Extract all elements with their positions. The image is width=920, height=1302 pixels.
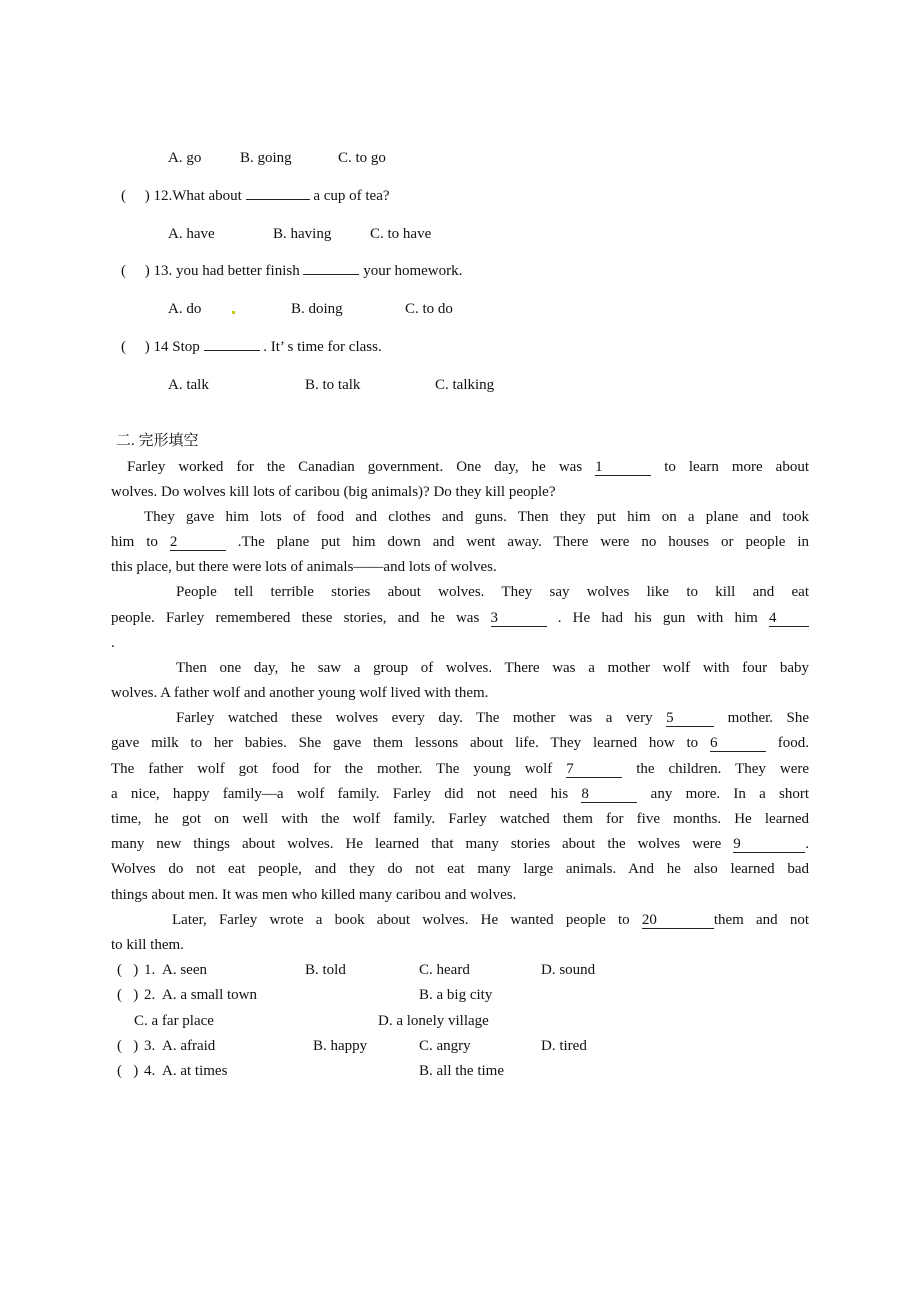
q14-options <box>168 375 568 395</box>
option-a: A. have <box>168 226 215 242</box>
passage-text: them and not <box>713 912 809 928</box>
passage-text: many new things about wolves. He learned that many stories about the wolves were <box>111 836 722 852</box>
passage-text: Farley watched these wolves every day. The mother was a very <box>176 710 653 726</box>
blank-5: 5 <box>666 710 714 727</box>
q12-options <box>168 224 568 244</box>
option-b: B. happy <box>313 1038 368 1054</box>
cloze-question-3 <box>117 1036 717 1056</box>
answer-paren: ( ) <box>117 962 139 978</box>
option-b: B. told <box>305 962 346 978</box>
passage-line <box>176 708 809 728</box>
passage-text: him to <box>111 534 158 550</box>
passage-text: .The plane put him down and went away. There were no houses or people in <box>237 534 810 550</box>
option-c: C. heard <box>419 962 470 978</box>
answer-paren: ( ) <box>117 987 139 1003</box>
passage-text: gave milk to her babies. She gave them lessons about life. They learned how to <box>111 735 699 751</box>
option-a: A. talk <box>168 377 209 393</box>
passage-text: Later, Farley wrote a book about wolves. He wanted people to <box>172 912 630 928</box>
option-c: C. to go <box>338 150 386 166</box>
option-a: A. do <box>168 301 202 317</box>
answer-paren: ( ) <box>117 1063 139 1079</box>
passage-text: to learn more about <box>664 459 810 475</box>
passage-text: any more. In a short <box>650 786 810 802</box>
passage-line <box>111 784 809 804</box>
option-b: B. going <box>240 150 292 166</box>
answer-paren: ( ) <box>121 188 150 204</box>
answer-paren: ( ) <box>121 263 150 279</box>
question-text: 14 Stop <box>153 339 200 355</box>
option-b: B. all the time <box>419 1063 504 1079</box>
passage-text: people. Farley remembered these stories, and he was <box>111 610 480 626</box>
passage-text: food. <box>777 735 810 751</box>
passage-line: things about men. It was men who killed many caribou and wolves. <box>111 887 517 903</box>
option-a: A. afraid <box>162 1038 216 1054</box>
blank-9: 9 <box>733 836 805 853</box>
option-c: C. talking <box>435 377 495 393</box>
passage-text: . He had his gun with him <box>557 610 758 626</box>
option-a: A. at times <box>162 1063 228 1079</box>
option-a: A. go <box>168 150 202 166</box>
option-b: B. to talk <box>305 377 361 393</box>
passage-line: time, he got on well with the wolf family. Farley watched them for five months. He learned <box>111 811 809 827</box>
passage-line: to kill them. <box>111 937 184 953</box>
answer-paren: ( ) <box>121 339 150 355</box>
passage-text: The father wolf got food for the mother. The young wolf <box>111 761 553 777</box>
passage-text: . <box>805 836 810 852</box>
option-c: C. to do <box>405 301 453 317</box>
blank-8: 8 <box>581 786 637 803</box>
answer-paren: ( ) <box>117 1038 139 1054</box>
cloze-question-2 <box>117 985 717 1005</box>
question-number: 3. <box>144 1038 156 1054</box>
question-text: 13. you had better finish <box>153 263 300 279</box>
passage-line <box>172 910 809 930</box>
option-d: D. sound <box>541 962 596 978</box>
question-14 <box>121 337 382 357</box>
passage-line <box>111 834 809 854</box>
passage-text: Farley worked for the Canadian government. One day, he was <box>127 459 583 475</box>
passage-line <box>111 759 809 779</box>
passage-line: People tell terrible stories about wolves. They say wolves like to kill and eat <box>176 584 809 600</box>
q11-options <box>168 148 568 168</box>
blank-2: 2 <box>170 534 226 551</box>
option-d: D. a lonely village <box>378 1013 489 1029</box>
mark-icon <box>232 311 235 314</box>
cloze-question-1 <box>117 960 717 980</box>
option-b: B. doing <box>291 301 343 317</box>
passage-line: Then one day, he saw a group of wolves. There was a mother wolf with four baby <box>176 660 809 676</box>
blank-10: 20 <box>642 912 714 929</box>
option-d: D. tired <box>541 1038 587 1054</box>
passage-line: They gave him lots of food and clothes and guns. Then they put him on a plane and took <box>144 509 809 525</box>
answer-blank <box>303 274 359 275</box>
question-text: . It’ s time for class. <box>263 339 382 355</box>
question-text: 12.What about <box>153 188 242 204</box>
blank-4: 4 <box>769 610 809 627</box>
cloze-question-4 <box>117 1061 717 1081</box>
q13-options <box>168 299 568 319</box>
blank-7: 7 <box>566 761 622 778</box>
answer-blank <box>246 199 310 200</box>
passage-line: . <box>111 635 115 651</box>
passage-line <box>111 532 809 552</box>
answer-blank <box>204 350 260 351</box>
passage-text: the children. They were <box>636 761 810 777</box>
question-12 <box>121 186 390 206</box>
blank-3: 3 <box>491 610 547 627</box>
question-number: 1. <box>144 962 156 978</box>
option-c: C. angry <box>419 1038 471 1054</box>
question-text: your homework. <box>363 263 463 279</box>
passage-text: a nice, happy family—a wolf family. Farley did not need his <box>111 786 569 802</box>
question-text: a cup of tea? <box>313 188 390 204</box>
passage-line: this place, but there were lots of animals——and lots of wolves. <box>111 559 497 575</box>
option-c: C. a far place <box>134 1013 214 1029</box>
cloze-question-2-cont <box>134 1011 734 1031</box>
passage-line: wolves. A father wolf and another young wolf lived with them. <box>111 685 489 701</box>
passage-line <box>111 733 809 753</box>
option-a: A. a small town <box>162 987 257 1003</box>
option-c: C. to have <box>370 226 432 242</box>
option-a: A. seen <box>162 962 207 978</box>
blank-6: 6 <box>710 735 766 752</box>
passage-line <box>111 608 809 628</box>
section-title: 二. 完形填空 <box>116 433 199 449</box>
option-b: B. a big city <box>419 987 493 1003</box>
question-13 <box>121 261 462 281</box>
passage-text: mother. She <box>727 710 810 726</box>
passage-line <box>127 457 809 477</box>
question-number: 4. <box>144 1063 156 1079</box>
question-number: 2. <box>144 987 156 1003</box>
option-b: B. having <box>273 226 332 242</box>
passage-line: Wolves do not eat people, and they do not eat many large animals. And he also learned bad <box>111 861 809 877</box>
passage-line: wolves. Do wolves kill lots of caribou (big animals)? Do they kill people? <box>111 484 556 500</box>
blank-1: 1 <box>595 459 651 476</box>
